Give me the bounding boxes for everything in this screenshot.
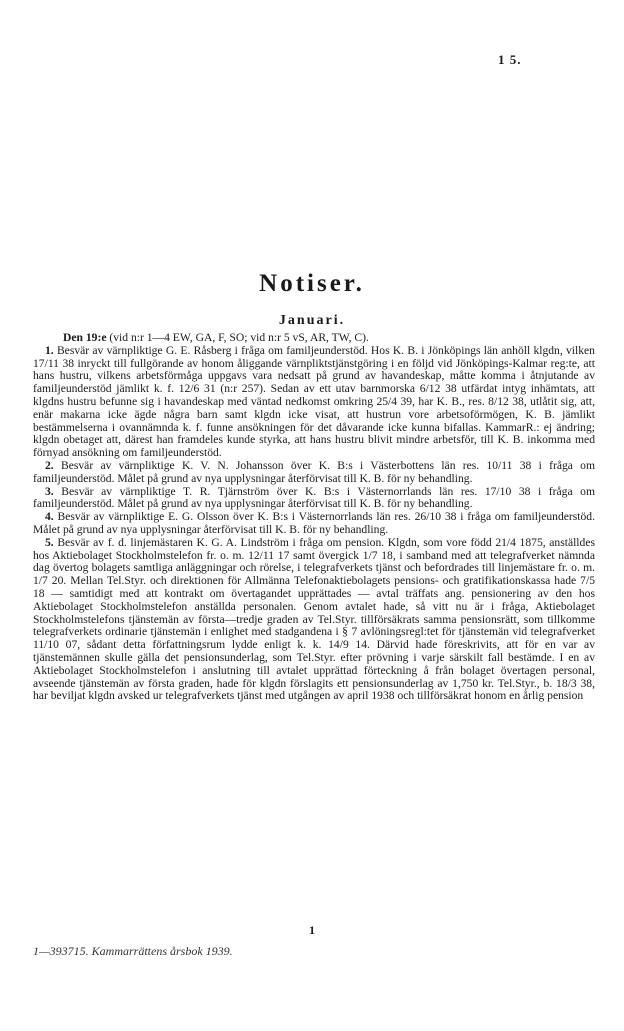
notice-item-2 (33, 460, 595, 486)
item-number: 4. (45, 510, 54, 524)
month-heading: Januari. (278, 313, 346, 328)
notice-item-5 (33, 537, 595, 703)
item-number: 5. (45, 535, 54, 549)
item-text: Besvär av värnpliktige G. E. Råsberg i fråga om familjeunderstöd. Hos K. B. i Jönköpings län anhöll klgdn, vilken 17/11 38 inryckt till fullgörande av honom åliggande värnpliktstjänstgöring i en följd vid Jönköpings-Kalmar reg:te, att hans hustru, vilkens arbetsförmåga uppgavs vara nedsatt på grund av havandeskap, måtte komma i åtnjutande av familjeunderstöd jämlikt k. f. 12/6 31 (n:r 257). Sedan av ett utav barnmorska 6/12 38 utfärdat intyg inhämtats, att klgdns hustru befunne sig i havandeskap med väntad nedkomst omkring 25/4 39, har K. B., res. 8/12 38, utlåtit sig, att, enär makarna icke ägde några barn samt klgdn icke visat, att hustrun vore arbetsoförmögen, K. B. jämlikt bestämmelserna i ovannämnda k. f. funne ansökningen för det dåvarande icke kunna bifallas. KammarR.: ej ändring; klgdn obetaget att, därest han framdeles kunde styrka, att hans hustru blivit mindre arbetsför, till K. B. inkomma med förnyad ansökning om familjeunderstöd. (33, 343, 595, 460)
item-text: Besvär av f. d. linjemästaren K. G. A. Lindström i fråga om pension. Klgdn, som vore född 21/4 1875, anställdes hos Aktiebolaget Stockholmstelefon fr. o. m. 12/11 17 samt övergick 1/7 18, i samband med att telegrafverket nämnda dag övertog bolagets samtliga anläggningar och rörelse, i telegrafverkets tjänst och befordrades till linjemästare fr. o. m. 1/7 20. Mellan Tel.Styr. och direktionen för Allmänna Telefonaktiebolagets pensions- och gratifikationskassa hade 7/5 18 — samtidigt med att kontrakt om övertagandet upprättades — avtal träffats ang. pensionering av den hos Aktiebolaget Stockholmstelefon anställda personalen. Genom avtalet hade, så vitt nu är i fråga, Aktiebolaget Stockholmstelefons tjänstemän av första—tredje graden av Tel.Styr. tillförsäkrats samma pensionsrätt, som tillkomme telegrafverkets ordinarie tjänstemän i enlighet med stadgandena i § 7 avlöningsregl:tet för tjänstemän vid telegrafverket 11/10 07, sådant detta författningsrum lydde enligt k. k. 14/9 14. Därvid hade föreskrivits, att för en var av tjänstemännen skulle gälla det pensionsunderlag, som Tel.Styr. efter prövning i varje särskilt fall bestämde. I en av Aktiebolaget Stockholmstelefon i anslutning till avtalet upprättad förteckning å från bolaget övertagen personal, avseende tjänstemän av första graden, hade för klgdn förslagits ett pensionsunderlag av 1,750 kr. Tel.Styr., b. 18/3 38, har beviljat klgdn avsked ur telegrafverkets tjänst med utgången av april 1938 och tillförsäkrat honom en årlig pension (33, 535, 595, 703)
item-text: Besvär av värnpliktige E. G. Olsson över K. B:s i Västernorrlands län res. 26/10 38 i fråga om familjeunderstöd. Målet på grund av nya upplysningar återförvisat till K. B. för ny behandling. (33, 510, 595, 536)
page-number: 1 (309, 923, 315, 937)
item-text: Besvär av värnpliktige K. V. N. Johansson över K. B:s i Västerbottens län res. 10/11 38 i fråga om familjeunderstöd. Målet på grund av nya upplysningar återförvisat till K. B. för ny behandling. (33, 458, 595, 485)
header-folio: 1 5. (498, 52, 522, 67)
notice-item-3 (33, 486, 595, 512)
item-number: 2. (45, 458, 54, 472)
notice-item-1 (33, 345, 595, 460)
item-text: Besvär av värnpliktige T. R. Tjärnström över K. B:s i Västernorrlands län res. 17/10 38 i fråga om familjeunderstöd. Målet på grund av nya upplysningar återförvisat till K. B. för ny behandling. (33, 484, 595, 511)
entry-date: Den 19:e (63, 331, 107, 344)
item-number: 3. (45, 484, 54, 498)
item-number: 1. (45, 343, 54, 357)
entry-cases: (vid n:r 1—4 EW, GA, F, SO; vid n:r 5 vS, AR, TW, C). (109, 331, 369, 344)
notice-body (33, 332, 595, 703)
printer-footer: 1—393715. Kammarrättens årsbok 1939. (33, 944, 233, 958)
page-title: Notiser. (259, 270, 365, 297)
notice-item-4 (33, 511, 595, 537)
